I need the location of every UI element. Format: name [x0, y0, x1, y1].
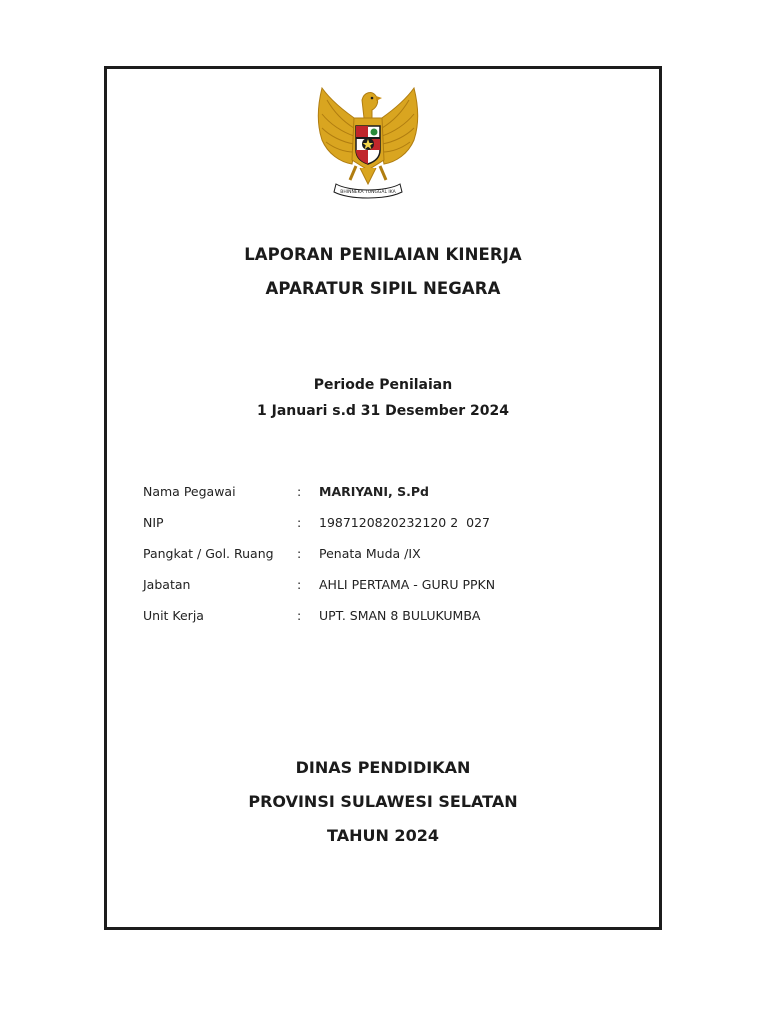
info-label: Jabatan — [143, 577, 191, 592]
info-colon: : — [297, 608, 302, 623]
report-title-line2: APARATUR SIPIL NEGARA — [265, 279, 501, 298]
info-row-nip — [143, 515, 623, 546]
info-colon: : — [297, 577, 302, 592]
info-label: Unit Kerja — [143, 608, 204, 623]
info-colon: : — [297, 546, 302, 561]
info-row-nama — [143, 484, 623, 515]
period-value: 1 Januari s.d 31 Desember 2024 — [257, 403, 509, 419]
employee-position-value: AHLI PERTAMA - GURU PPKN — [319, 577, 496, 592]
employee-nip-value: 1987120820232120 2 027 — [319, 515, 490, 530]
info-row-unit-kerja — [143, 608, 623, 639]
info-row-pangkat — [143, 546, 623, 577]
info-label: Nama Pegawai — [143, 484, 236, 499]
period-label: Periode Penilaian — [313, 377, 453, 393]
info-row-jabatan — [143, 577, 623, 608]
svg-text:BHINNEKA TUNGGAL IKA: BHINNEKA TUNGGAL IKA — [340, 190, 396, 195]
employee-unit-value: UPT. SMAN 8 BULUKUMBA — [319, 608, 481, 623]
info-label: Pangkat / Gol. Ruang — [143, 546, 274, 561]
info-label: NIP — [143, 515, 164, 530]
employee-name-value: MARIYANI, S.Pd — [319, 484, 429, 499]
report-title-line1: LAPORAN PENILAIAN KINERJA — [244, 245, 522, 264]
footer-province: PROVINSI SULAWESI SELATAN — [248, 792, 518, 811]
info-colon: : — [297, 484, 302, 499]
footer-agency: DINAS PENDIDIKAN — [295, 758, 471, 777]
employee-rank-value: Penata Muda /IX — [319, 546, 421, 561]
garuda-pancasila-emblem-icon — [310, 84, 426, 202]
employee-info-table — [143, 484, 623, 639]
info-colon: : — [297, 515, 302, 530]
footer-year: TAHUN 2024 — [327, 826, 439, 845]
